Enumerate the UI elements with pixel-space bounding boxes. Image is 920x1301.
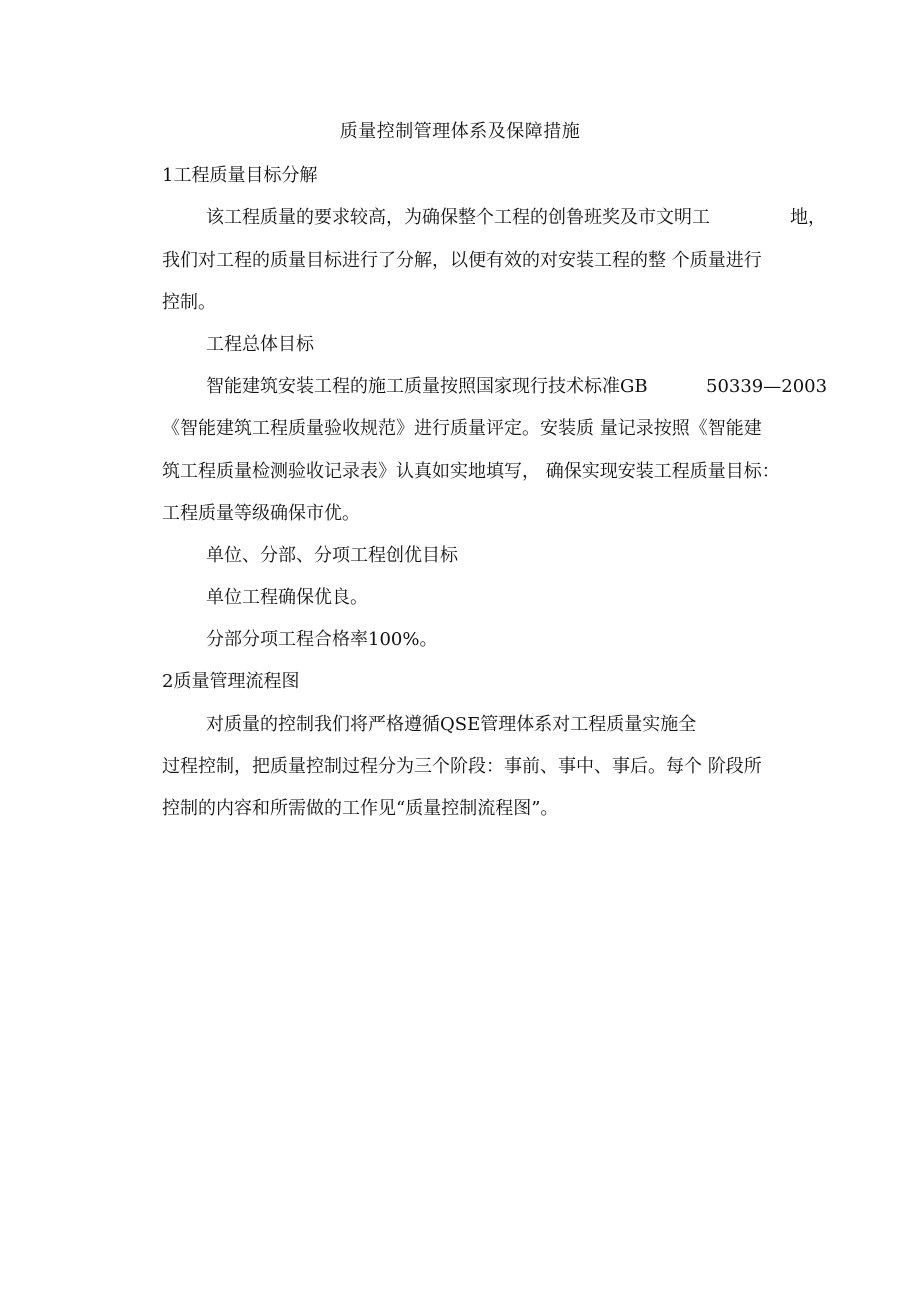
paragraph-1-line-1a: 该工程质量的要求较高，为确保整个工程的创鲁班奖及市文明工 [206,207,710,228]
goal-item-unit: 单位工程确保优良。 [206,587,368,608]
paragraph-2-line-1b: 50339—2003 [706,376,828,397]
paragraph-2-line-3: 筑工程质量检测验收记录表》认真如实地填写， 确保实现安装工程质量目标： [162,461,780,482]
section-heading-quality-goal: 1工程质量目标分解 [162,165,318,186]
section-heading-flowchart: 2质量管理流程图 [162,671,300,692]
subheading-overall-goal: 工程总体目标 [206,334,314,355]
paragraph-1-line-1b: 地， [790,207,826,228]
paragraph-2-line-1a: 智能建筑安装工程的施工质量按照国家现行技术标准GB [206,376,648,397]
paragraph-2-line-4: 工程质量等级确保市优。 [162,503,360,524]
subheading-excellence-goal: 单位、分部、分项工程创优目标 [206,545,458,566]
paragraph-2-line-2: 《智能建筑工程质量验收规范》进行质量评定。安装质 量记录按照《智能建 [162,418,762,439]
paragraph-3-line-2: 过程控制，把质量控制过程分为三个阶段：事前、事中、事后。每个 阶段所 [162,756,762,777]
goal-item-pass-rate: 分部分项工程合格率100%。 [206,629,438,650]
paragraph-1-line-2: 我们对工程的质量目标进行了分解，以便有效的对安装工程的整 个质量进行 [162,250,762,271]
paragraph-3-line-1: 对质量的控制我们将严格遵循QSE管理体系对工程质量实施全 [206,714,697,735]
document-title: 质量控制管理体系及保障措施 [339,121,581,142]
paragraph-1-line-3: 控制。 [162,292,216,313]
paragraph-3-line-3: 控制的内容和所需做的工作见“质量控制流程图”。 [162,798,559,819]
